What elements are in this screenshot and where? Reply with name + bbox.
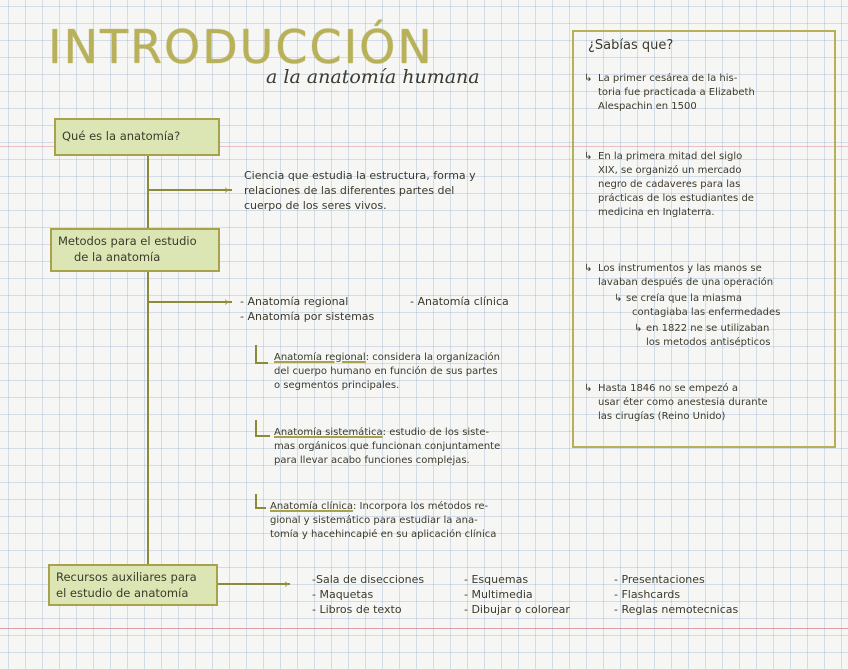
sistematica-line: : estudio de los siste-	[382, 427, 490, 438]
arrow-icon: ›	[224, 295, 230, 310]
methods-box-line: Metodos para el estudio	[58, 234, 197, 248]
bullet-arrow-icon: ↳	[584, 151, 593, 162]
arrow-icon: ›	[224, 183, 230, 198]
question-label: Qué es la anatomía?	[62, 129, 181, 143]
resource-item: - Flashcards	[614, 588, 681, 601]
resource-item: - Multimedia	[464, 588, 533, 601]
regional-description	[274, 351, 564, 393]
sistematica-term: Anatomía sistemática	[274, 427, 383, 438]
arrow-icon: ›	[284, 577, 290, 592]
clinica-description	[270, 500, 566, 542]
question-box-anatomia	[54, 118, 220, 156]
fact-line: En la primera mitad del siglo	[598, 151, 743, 162]
resources-box-line: Recursos auxiliares para	[56, 570, 197, 584]
fact-item	[614, 292, 830, 320]
clinica-line: tomía y hacehincapié en su aplicación clínica	[270, 529, 497, 540]
fact-line: se creía que la miasma	[626, 293, 742, 304]
page-title: INTRODUCCIÓN	[48, 20, 434, 74]
resource-item: - Esquemas	[464, 573, 529, 586]
fact-line: las cirugías (Reino Unido)	[598, 411, 726, 422]
methods-box-line: de la anatomía	[74, 250, 161, 264]
bullet-arrow-icon: ↳	[584, 263, 593, 274]
fact-line: en 1822 ne se utilizaban	[646, 323, 770, 334]
resources-box	[48, 564, 218, 606]
fact-item	[584, 262, 830, 290]
method-item: - Anatomía por sistemas	[240, 310, 375, 323]
regional-term: Anatomía regional	[274, 352, 366, 363]
bullet-arrow-icon: ↳	[584, 383, 593, 394]
clinica-line: : Incorpora los métodos re-	[352, 501, 489, 512]
definition-line: relaciones de las diferentes partes del	[244, 184, 455, 197]
clinica-line: gional y sistemático para estudiar la ana-	[270, 515, 478, 526]
sistematica-description	[274, 426, 564, 468]
fact-line: negro de cadaveres para las	[598, 179, 741, 190]
fact-line: XIX, se organizó un mercado	[598, 165, 742, 176]
resources-col-1	[312, 572, 424, 617]
did-you-know-title: ¿Sabías que?	[588, 38, 674, 53]
resources-col-2	[464, 572, 570, 617]
bullet-arrow-icon: ↳	[614, 293, 623, 304]
resource-item: - Libros de texto	[312, 603, 402, 616]
method-item-clinica: - Anatomía clínica	[410, 295, 509, 308]
methods-list	[240, 294, 374, 324]
regional-line: del cuerpo humano en función de sus partes	[274, 366, 498, 377]
fact-item	[634, 322, 830, 350]
fact-line: contagiaba las enfermedades	[632, 307, 781, 318]
fact-line: Los instrumentos y las manos se	[598, 263, 762, 274]
resource-item: - Presentaciones	[614, 573, 705, 586]
fact-line: La primer cesárea de la his-	[598, 73, 738, 84]
clinica-term: Anatomía clínica	[270, 501, 353, 512]
fact-line: usar éter como anestesia durante	[598, 397, 768, 408]
methods-box	[50, 228, 220, 272]
fact-item	[584, 150, 830, 220]
sistematica-line: mas orgánicos que funcionan conjuntamente	[274, 441, 501, 452]
fact-line: lavaban después de una operación	[598, 277, 774, 288]
fact-line: prácticas de los estudiantes de	[598, 193, 754, 204]
resource-item: - Dibujar o colorear	[464, 603, 570, 616]
regional-line: : considera la organización	[365, 352, 500, 363]
fact-item	[584, 72, 830, 114]
resource-item: -Sala de disecciones	[312, 573, 425, 586]
method-item: - Anatomía regional	[240, 295, 349, 308]
regional-line: o segmentos principales.	[274, 380, 400, 391]
resources-box-line: el estudio de anatomía	[56, 586, 189, 600]
fact-line: los metodos antisépticos	[646, 337, 771, 348]
resource-item: - Reglas nemotecnicas	[614, 603, 739, 616]
definition-text	[244, 168, 544, 213]
resources-col-3	[614, 572, 738, 617]
sistematica-line: para llevar acabo funciones complejas.	[274, 455, 470, 466]
page-subtitle: a la anatomía humana	[266, 66, 480, 88]
resource-item: - Maquetas	[312, 588, 374, 601]
definition-line: Ciencia que estudia la estructura, forma y	[244, 169, 476, 182]
fact-line: medicina en Inglaterra.	[598, 207, 715, 218]
fact-line: Alespachin en 1500	[598, 101, 697, 112]
definition-line: cuerpo de los seres vivos.	[244, 199, 387, 212]
fact-line: Hasta 1846 no se empezó a	[598, 383, 738, 394]
bullet-arrow-icon: ↳	[634, 323, 643, 334]
bullet-arrow-icon: ↳	[584, 73, 593, 84]
fact-item	[584, 382, 830, 424]
fact-line: toria fue practicada a Elizabeth	[598, 87, 755, 98]
